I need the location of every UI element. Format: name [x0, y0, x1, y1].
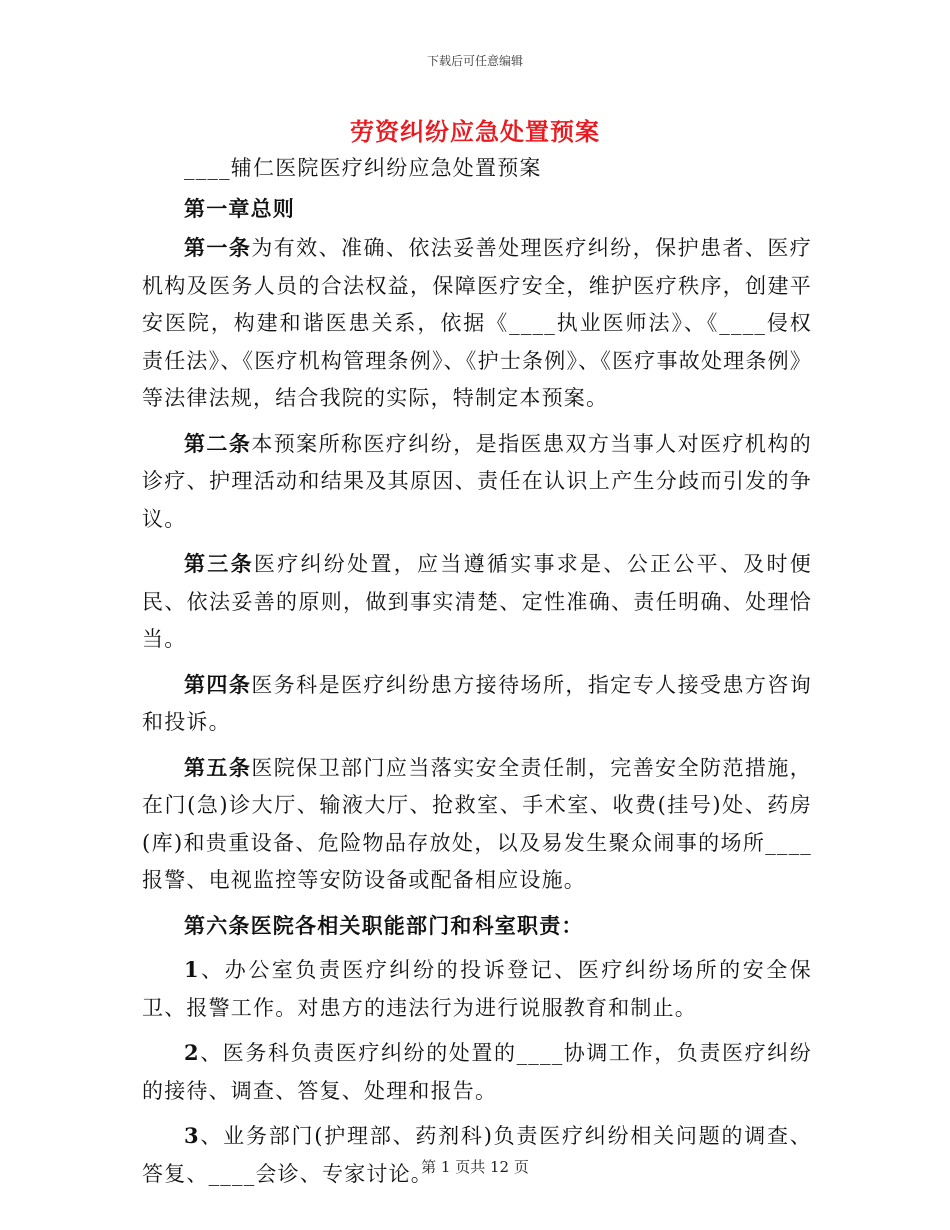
list-item-number: 1	[184, 957, 200, 982]
article-text: 医院保卫部门应当落实安全责任制，完善安全防范措施，在门(急)诊大厅、输液大厅、抢救室、手术室、收费(挂号)处、药房(库)和贵重设备、危险物品存放处，以及易发生聚众闹事的场所____报警、电视监控等安防设备或配备相应设施。	[142, 755, 812, 892]
article-text: 医务科是医疗纠纷患方接待场所，指定专人接受患方咨询和投诉。	[142, 672, 812, 734]
page-footer: 第 1 页共 12 页	[421, 1158, 529, 1176]
article-4	[142, 666, 812, 742]
article-text: 为有效、准确、依法妥善处理医疗纠纷，保护患者、医疗机构及医务人员的合法权益，保障医疗安全，维护医疗秩序，创建平安医院，构建和谐医患关系，依据《____执业医师法》、《____侵权责任法》、《医疗机构管理条例》、《护士条例》、《医疗事故处理条例》等法律法规，结合我院的实际，特制定本预案。	[142, 236, 812, 410]
article-label: 第二条	[184, 430, 252, 456]
list-item-number: 2	[184, 1040, 200, 1065]
document-subtitle: ____辅仁医院医疗纠纷应急处置预案	[184, 156, 542, 180]
article-1	[142, 229, 812, 418]
article-6-heading: 第六条医院各相关职能部门和科室职责：	[184, 912, 584, 938]
list-item-number: 3	[184, 1123, 200, 1148]
chapter-heading: 第一章总则	[184, 195, 295, 221]
article-label: 第三条	[184, 551, 254, 576]
list-item	[142, 1117, 812, 1193]
article-3	[142, 545, 812, 659]
article-label: 第一条	[184, 235, 252, 260]
list-item	[142, 1034, 812, 1110]
article-text: 医疗纠纷处置，应当遵循实事求是、公正公平、及时便民、依法妥善的原则，做到事实清楚、定性准确、责任明确、处理恰当。	[142, 552, 812, 651]
article-text: 本预案所称医疗纠纷，是指医患双方当事人对医疗机构的诊疗、护理活动和结果及其原因、责任在认识上产生分歧而引发的争议。	[142, 431, 812, 531]
article-label: 第五条	[184, 754, 252, 780]
page-header-note: 下载后可任意编辑	[426, 54, 523, 68]
list-item-text: 、医务科负责医疗纠纷的处置的____协调工作，负责医疗纠纷的接待、调查、答复、处理和报告。	[142, 1041, 812, 1103]
document-title: 劳资纠纷应急处置预案	[350, 117, 600, 146]
list-item-text: 、业务部门(护理部、药剂科)负责医疗纠纷相关问题的调查、答复、____会诊、专家讨论。	[142, 1124, 812, 1186]
document-body	[142, 150, 812, 1200]
list-item-text: 、办公室负责医疗纠纷的投诉登记、医疗纠纷场所的安全保卫、报警工作。对患方的违法行为进行说服教育和制止。	[142, 958, 812, 1020]
article-2	[142, 425, 812, 539]
list-item	[142, 951, 812, 1027]
article-5	[142, 749, 812, 900]
article-label: 第四条	[184, 671, 252, 697]
